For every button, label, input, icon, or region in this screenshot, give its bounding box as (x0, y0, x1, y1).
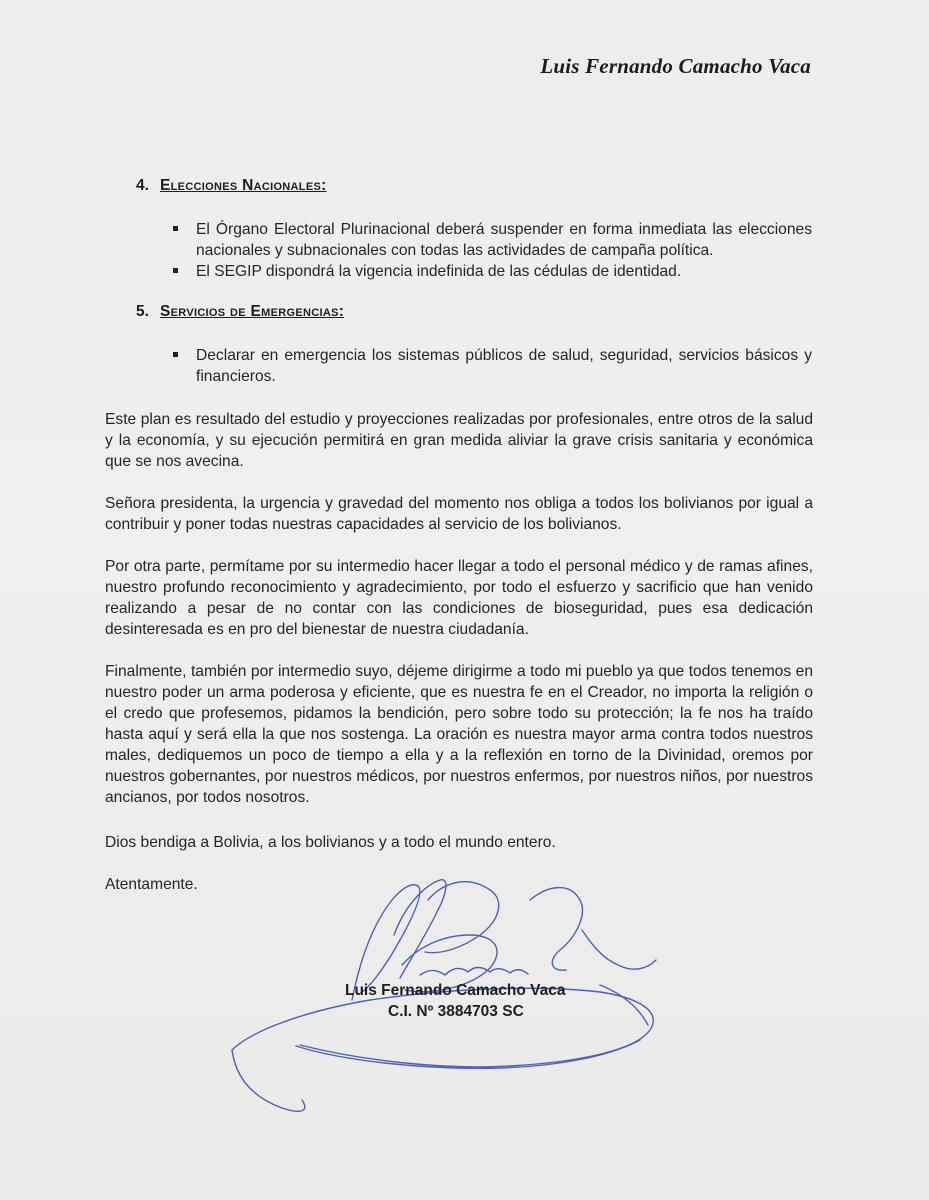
paragraph-finalmente: Finalmente, también por intermedio suyo, déjeme dirigirme a todo mi pueblo ya que todos tenemos en nuestro poder un arma poderosa y eficiente, que es nuestra fe en el Creador, no importa la religión o el credo que profesemos, pidamos la bendición, pero sobre todo su protección; la fe nos ha traído hasta aquí y será ella la que nos sostenga. La oración es nuestra mayor arma contra todos nuestros males, dediquemos un poco de tiempo a ella y a la reflexión en torno de la Divinidad, oremos por nuestros gobernantes, por nuestros médicos, por nuestros enfermos, por nuestros niños, por nuestros ancianos, por todos nosotros. (105, 663, 813, 806)
section-title: Servicios de Emergencias: (160, 303, 345, 320)
closing-atentamente: Atentamente. (105, 876, 198, 893)
section-heading-servicios (136, 303, 344, 321)
section-heading-elecciones (136, 177, 327, 195)
bullet-list-servicios (172, 345, 812, 387)
letterhead-name: Luis Fernando Camacho Vaca (540, 54, 811, 78)
list-item: Declarar en emergencia los sistemas públicos de salud, seguridad, servicios básicos y financieros. (172, 345, 812, 387)
section-number: 5. (136, 303, 149, 320)
paragraph-plan: Este plan es resultado del estudio y proyecciones realizadas por profesionales, entre otros de la salud y la economía, y su ejecución permitirá en gran medida aliviar la grave crisis sanitaria y económica que se nos avecina. (105, 411, 813, 470)
bullet-list-elecciones (172, 219, 812, 282)
signature-name: Luis Fernando Camacho Vaca (345, 982, 566, 999)
section-title: Elecciones Nacionales: (160, 177, 327, 194)
paragraph-presidenta: Señora presidenta, la urgencia y gravedad del momento nos obliga a todos los bolivianos por igual a contribuir y poner todas nuestras capacidades al servicio de los bolivianos. (105, 495, 813, 533)
signature-id-number: C.I. Nº 3884703 SC (388, 1003, 524, 1020)
section-number: 4. (136, 177, 149, 194)
list-item: El SEGIP dispondrá la vigencia indefinida de las cédulas de identidad. (172, 261, 812, 282)
paragraph-personal-medico: Por otra parte, permítame por su intermedio hacer llegar a todo el personal médico y de ramas afines, nuestro profundo reconocimiento y agradecimiento, por todo el esfuerzo y sacrificio que han venido realizando a pesar de no contar con las condiciones de bioseguridad, pues esa dedicación desinteresada es en pro del bienestar de nuestra ciudadanía. (105, 558, 813, 638)
list-item: El Órgano Electoral Plurinacional deberá suspender en forma inmediata las elecciones nacionales y subnacionales con todas las actividades de campaña política. (172, 219, 812, 261)
paragraph-dios-bendiga: Dios bendiga a Bolivia, a los bolivianos y a todo el mundo entero. (105, 834, 556, 851)
